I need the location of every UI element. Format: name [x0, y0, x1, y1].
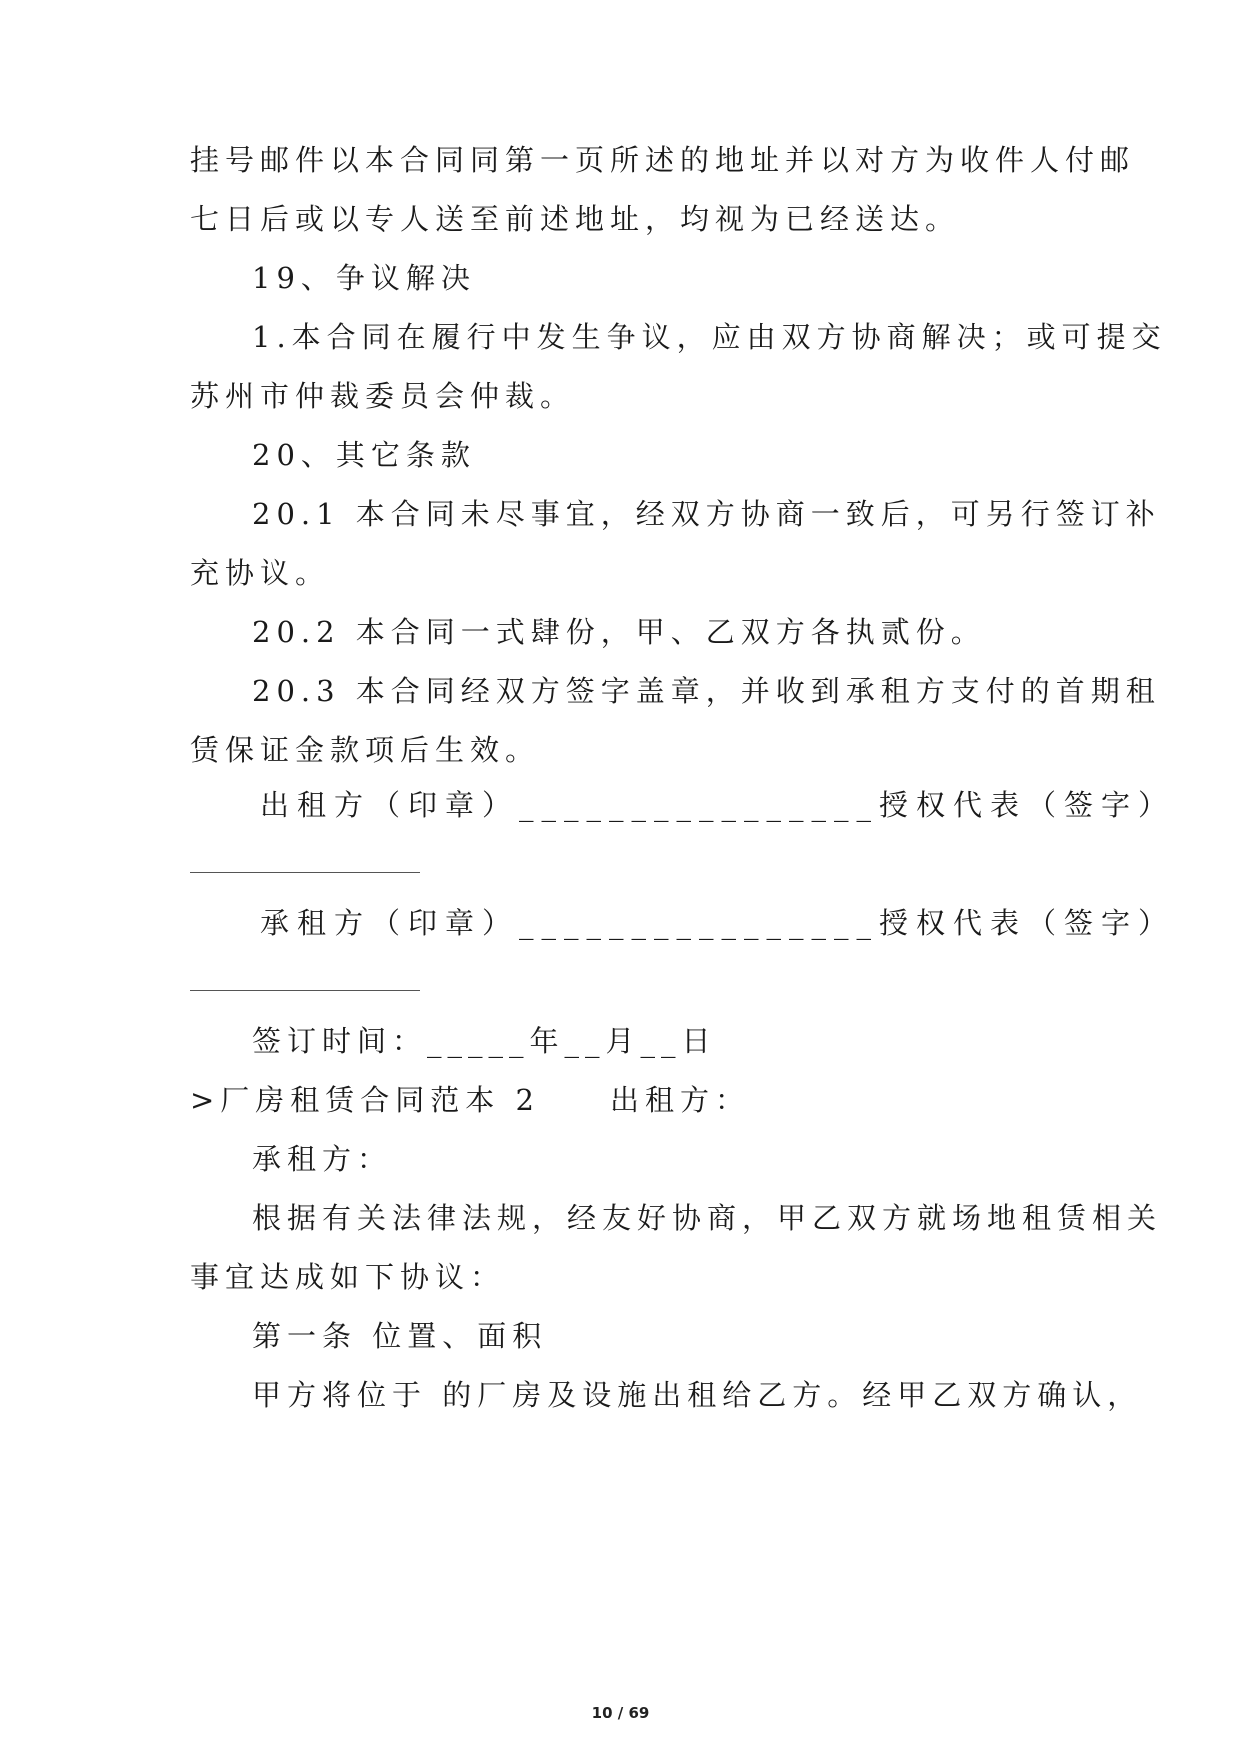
paragraph-line: 七日后或以专人送至前述地址，均视为已经送达。 — [190, 202, 961, 236]
paragraph-line: 充协议。 — [190, 556, 331, 590]
page-number: 10 / 69 — [591, 1704, 650, 1722]
paragraph-line: 事宜达成如下协议： — [190, 1260, 506, 1294]
section-heading: >厂房租赁合同范本 2 出租方： — [190, 1083, 750, 1117]
paragraph-line: 承租方： — [252, 1142, 393, 1176]
signature-blank — [190, 872, 420, 873]
paragraph-line: 苏州市仲裁委员会仲裁。 — [190, 379, 576, 413]
paragraph-line: 根据有关法律法规，经友好协商，甲乙双方就场地租赁相关 — [252, 1201, 1163, 1235]
section-heading: 19、争议解决 — [252, 261, 476, 295]
section-heading: 20、其它条款 — [252, 438, 476, 472]
paragraph-line: 20.1 本合同未尽事宜，经双方协商一致后，可另行签订补 — [252, 497, 1161, 531]
paragraph-line: 1.本合同在履行中发生争议，应由双方协商解决；或可提交 — [252, 320, 1167, 354]
paragraph-line: 20.2 本合同一式肆份，甲、乙双方各执贰份。 — [252, 615, 986, 649]
signature-blank — [190, 990, 420, 991]
paragraph-line: 挂号邮件以本合同同第一页所述的地址并以对方为收件人付邮 — [190, 143, 1136, 177]
lessee-signature-line: 承租方（印章）________________授权代表（签字） — [260, 906, 1176, 940]
paragraph-line: 20.3 本合同经双方签字盖章，并收到承租方支付的首期租 — [252, 674, 1161, 708]
lessor-signature-line: 出租方（印章）________________授权代表（签字） — [260, 788, 1176, 822]
paragraph-line: 赁保证金款项后生效。 — [190, 733, 541, 767]
section-heading: 第一条 位置、面积 — [252, 1319, 548, 1353]
paragraph-line: 甲方将位于 的厂房及设施出租给乙方。经甲乙双方确认， — [252, 1378, 1143, 1412]
signing-date-line: 签订时间：_____年__月__日 — [252, 1024, 717, 1058]
